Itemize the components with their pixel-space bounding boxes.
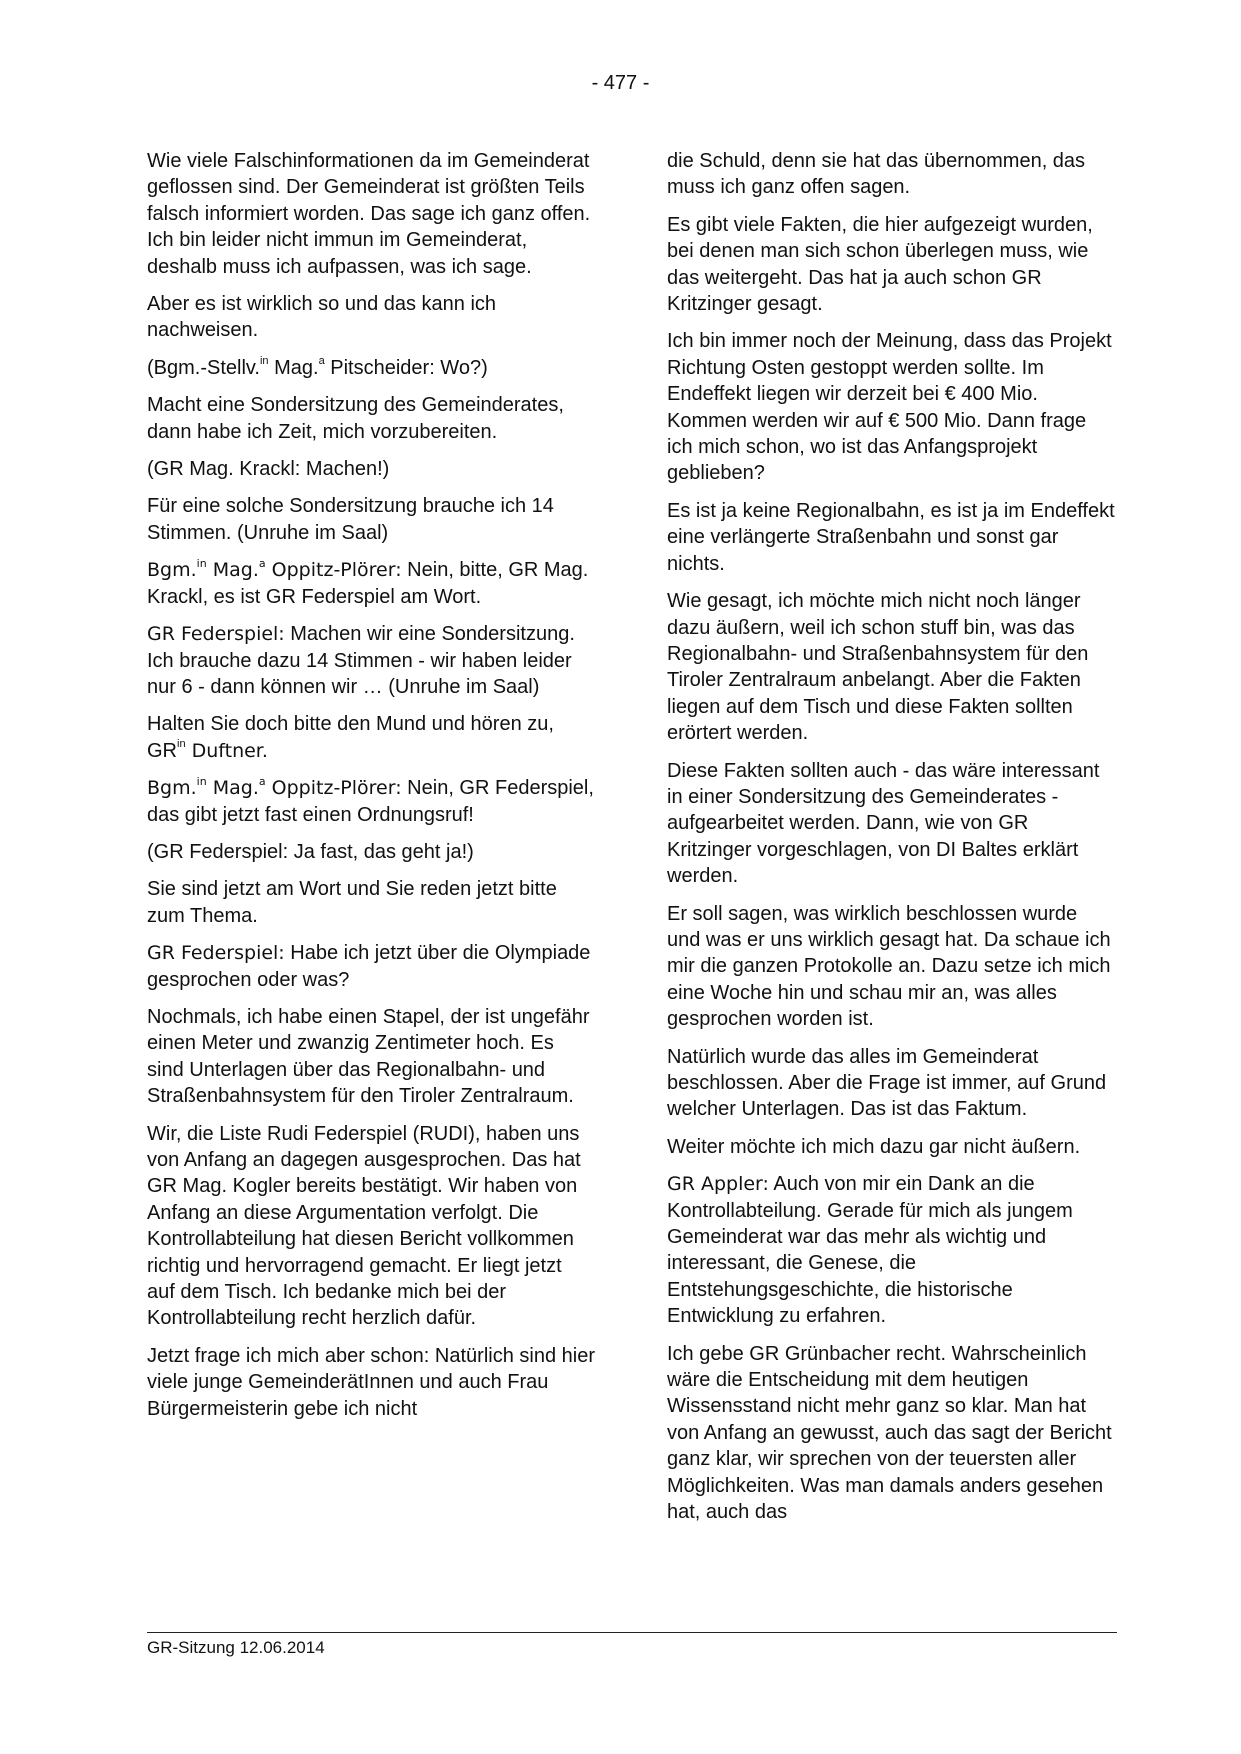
superscript: in [177, 738, 186, 751]
speech-text: Machen wir eine Sondersitzung. Ich brauche dazu 14 Stimmen - wir haben leider nur 6 - dann können wir … (Unruhe im Saal) [147, 623, 575, 698]
speech-text: Auch von mir ein Dank an die Kontrollabteilung. Gerade für mich als jungem Gemeinderat war das mehr als wichtig und interessant, die Genese, die Entstehungsgeschichte, die historische Entwicklung zu erfahren. [667, 1173, 1073, 1328]
speech [667, 1171, 1115, 1329]
paragraph: Diese Fakten sollten auch - das wäre interessant in einer Sondersitzung des Gemeinderates - aufgearbeitet werden. Dann, wie von GR Kritzinger vorgeschlagen, von DI Baltes erklärt werden. [667, 759, 1100, 888]
speaker-name: GR Federspiel: [147, 623, 285, 646]
paragraph: Er soll sagen, was wirklich beschlossen wurde und was er uns wirklich gesagt hat. Da schaue ich mir die ganzen Protokolle an. Dazu setze ich mich eine Woche hin und schau mir an, was alles gesprochen worden ist. [667, 902, 1111, 1031]
paragraph: Macht eine Sondersitzung des Gemeinderates, dann habe ich Zeit, mich vorzubereiten. [147, 394, 564, 443]
text-run: Bgm. [147, 559, 197, 582]
speaker-name [147, 556, 402, 582]
page-number: - 477 - [591, 72, 650, 94]
paragraph: Aber es ist wirklich so und das kann ich nachweisen. [147, 293, 497, 342]
paragraph: Wie viele Falschinformationen da im Gemeinderat geflossen sind. Der Gemeinderat ist größten Teils falsch informiert worden. Das sage ich ganz offen. Ich bin leider nicht immun im Gemeinderat, deshalb muss ich aufpassen, was ich sage. [147, 150, 591, 278]
interjection: (GR Federspiel: Ja fast, das geht ja!) [147, 840, 474, 863]
superscript: a [258, 774, 266, 788]
interjection: (GR Mag. Krackl: Machen!) [147, 458, 390, 481]
left-column [147, 148, 595, 1422]
paragraph: Wie gesagt, ich möchte mich nicht noch länger dazu äußern, weil ich schon stuff bin, was das Regionalbahn- und Straßenbahnsystem für den Tiroler Zentralraum anbelangt. Aber die Fakten liegen auf dem Tisch und diese Fakten sollten erörtert werden. [667, 590, 1089, 745]
text-run: Duftner. [185, 739, 268, 762]
text-run: Bgm. [147, 777, 197, 800]
paragraph: die Schuld, denn sie hat das übernommen, das muss ich ganz offen sagen. [667, 150, 1086, 199]
superscript: in [259, 355, 269, 368]
speaker-name: GR Appler: [667, 1173, 769, 1196]
paragraph: Natürlich wurde das alles im Gemeinderat beschlossen. Aber die Frage ist immer, auf Grund welcher Unterlagen. Das ist das Faktum. [667, 1045, 1107, 1121]
right-column [667, 148, 1115, 1526]
paragraph: Für eine solche Sondersitzung brauche ich 14 Stimmen. (Unruhe im Saal) [147, 495, 554, 544]
paragraph: Ich gebe GR Grünbacher recht. Wahrscheinlich wäre die Entscheidung mit dem heutigen Wissensstand nicht mehr ganz so klar. Man hat von Anfang an gewusst, auch das sagt der Bericht ganz klar, wir sprechen von der teuersten aller Möglichkeiten. Was man damals anders gesehen hat, auch das [667, 1342, 1112, 1524]
paragraph: Wir, die Liste Rudi Federspiel (RUDI), haben uns von Anfang an dagegen ausgesprochen. Das hat GR Mag. Kogler bereits bestätigt. Wir haben von Anfang an diese Argumentation verfolgt. Die Kontrollabteilung hat diesen Bericht vollkommen richtig und hervorragend gemacht. Er liegt jetzt auf dem Tisch. Ich bedanke mich bei der Kontrollabteilung recht herzlich dafür. [147, 1122, 581, 1330]
speech-text: Nein, GR Federspiel, das gibt jetzt fast einen Ordnungsruf! [147, 777, 594, 826]
text-run: Mag. [268, 356, 319, 379]
text-run: Mag. [206, 777, 259, 800]
superscript: in [196, 774, 207, 788]
interjection [147, 355, 595, 381]
speech [147, 775, 595, 828]
superscript: a [318, 355, 325, 368]
paragraph: Nochmals, ich habe einen Stapel, der ist ungefähr einen Meter und zwanzig Zentimeter hoch. Es sind Unterlagen über das Regionalbahn- und Straßenbahnsystem für den Tiroler Zentralraum. [147, 1005, 590, 1108]
speaker-name: GR Federspiel: [147, 942, 285, 965]
text-run: Oppitz-Plörer: [265, 777, 402, 800]
footer-divider [147, 1632, 1117, 1633]
paragraph: Ich bin immer noch der Meinung, dass das Projekt Richtung Osten gestoppt werden sollte. Im Endeffekt liegen wir derzeit bei € 400 Mio. Kommen werden wir auf € 500 Mio. Dann frage ich mich schon, wo ist das Anfangsprojekt geblieben? [667, 330, 1112, 485]
speech-text: Nein, bitte, GR Mag. Krackl, es ist GR Federspiel am Wort. [147, 559, 589, 608]
speech [147, 621, 595, 700]
text-run: (Bgm.-Stellv. [147, 356, 260, 379]
speaker-name [147, 774, 402, 800]
text-run: Oppitz-Plörer: [265, 559, 402, 582]
speech-text: Habe ich jetzt über die Olympiade gesprochen oder was? [147, 942, 591, 991]
text-run: Pitscheider: Wo?) [324, 356, 488, 379]
text-run: Halten Sie doch bitte den Mund und hören zu, GR [147, 713, 554, 762]
speech [147, 557, 595, 610]
superscript: in [196, 556, 207, 570]
paragraph: Jetzt frage ich mich aber schon: Natürlich sind hier viele junge GemeinderätInnen und auch Frau Bürgermeisterin gebe ich nicht [147, 1344, 595, 1420]
speech [147, 940, 595, 993]
paragraph: Weiter möchte ich mich dazu gar nicht äußern. [667, 1135, 1081, 1158]
paragraph [147, 711, 595, 764]
footer-session: GR-Sitzung 12.06.2014 [147, 1638, 325, 1657]
paragraph: Es ist ja keine Regionalbahn, es ist ja im Endeffekt eine verlängerte Straßenbahn und sonst gar nichts. [667, 499, 1115, 575]
superscript: a [258, 556, 266, 570]
paragraph: Sie sind jetzt am Wort und Sie reden jetzt bitte zum Thema. [147, 878, 557, 927]
text-run: Mag. [206, 559, 259, 582]
paragraph: Es gibt viele Fakten, die hier aufgezeigt wurden, bei denen man sich schon überlegen muss, wie das weitergeht. Das hat ja auch schon GR Kritzinger gesagt. [667, 213, 1093, 316]
